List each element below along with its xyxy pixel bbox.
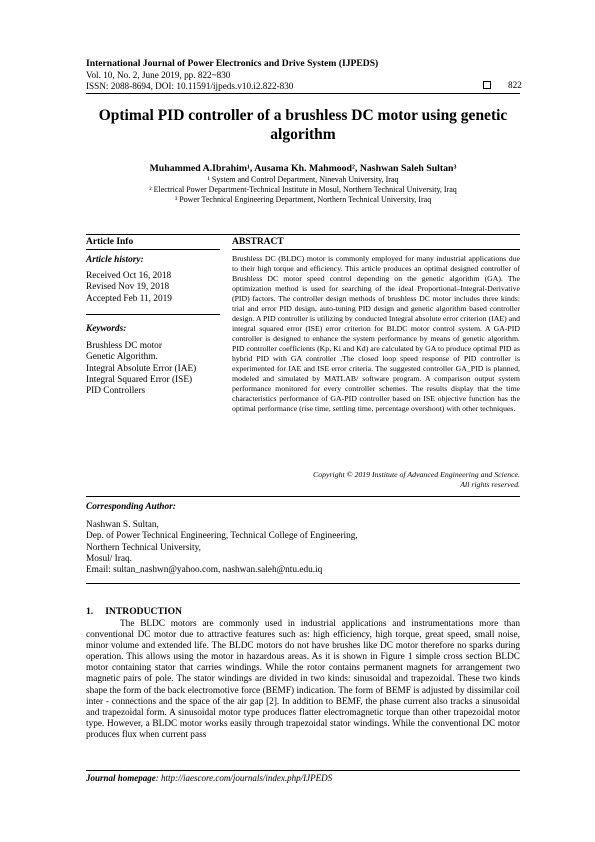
keyword-list [86,341,196,397]
footer-rule [86,770,520,771]
abstract-heading: ABSTRACT [232,237,284,247]
square-icon [483,81,491,89]
abstract-body: Brushless DC (BLDC) motor is commonly employed for many industrial applications due to their high torque and efficiency. This article produces an optimal designed controller of Brushless DC motor speed control depending on the genetic algorithm (GA). The optimization method is used for searching of the ideal Proportional–Integral-Derivative (PID) factors. The controller design methods of brushless DC motor includes three kinds: trial and error PID design, auto-tuning PID design and genetic algorithm based controller design. A PID controller is utilizing by conducted Integral absolute error criterion (IAE) and integral squared error (ISE) error criterion for BLDC motor control system. A GA-PID controller is designed to enhance the system performance by means of genetic algorithm. PID controller coefficients (Kp, Ki and Kd) are calculated by GA to produce optimal PID as hybrid PID with GA controller .The closed loop speed response of PID controller is experimented for IAE and ISE error criteria. The suggested controller GA_PID is planned, modeled and simulated by MATLAB/ software program. A comparison output system performance monitored for every controller schemes. The results display that the time characteristics performance of GA-PID controller based on ISE objective function has the optimal performance (rise time, settling time, percentage overshoot) with other techniques. [232,254,520,413]
header-divider [86,93,520,94]
history-list [86,271,172,305]
issn-line: ISSN: 2088-8694, DOI: 10.11591/ijpeds.v10.i2.822-830 [86,81,294,91]
corresponding-heading: Corresponding Author: [86,502,176,512]
homepage-label: Journal homepage [86,773,156,783]
history-heading: Article history: [86,255,144,265]
keyword-item: Integral Squared Error (ISE) [86,374,193,385]
keyword-item: PID Controllers [86,386,146,397]
keywords-heading: Keywords: [86,324,127,334]
author-email: Email: sultan_nashwn@yahoo.com, nashwan.saleh@ntu.edu.iq [86,565,323,576]
affiliation-1: ¹ System and Control Department, Ninevah University, Iraq [207,175,399,184]
journal-homepage[interactable] [86,773,332,783]
keywords-rule [86,314,220,315]
author-department: Dep. of Power Technical Engineering, Technical College of Engineering, [86,531,358,542]
keyword-item: Genetic Algorithm. [86,352,158,363]
paper-title: Optimal PID controller of a brushless DC motor using genetic algorithm [98,107,508,143]
corresponding-top-rule [86,496,520,497]
article-info-heading: Article Info [86,237,134,247]
keyword-item: Integral Absolute Error (IAE) [86,363,197,374]
section-title: INTRODUCTION [105,606,182,617]
keyword-item: Brushless DC motor [86,341,162,351]
homepage-url[interactable]: : http://iaescore.com/journals/index.php/IJPEDS [155,773,333,783]
copyright-notice [232,470,520,490]
author-list: Muhammed A.Ibrahim¹, Ausama Kh. Mahmood², Nashwan Saleh Sultan³ [149,163,457,174]
corresponding-bottom-rule [86,583,520,584]
page-number: 822 [508,80,522,90]
corresponding-details [86,520,520,576]
introduction-paragraph: The BLDC motors are commonly used in industrial applications and instrumentations more than conventional DC motor due to attractive features such as: high efficiency, high torque, great speed, small noise, minor volume and extended life. The BLDC motors do not have brushes like DC motor therefore no sparks during operation. This allows using the motor in hazardous areas. As it is shown in Figure 1 simple cross section BLDC motor containing stator that carries windings. While the rotor contains permanent magnets for arrangement two magnetic pairs of pole. The stator windings are divided in two kinds: sinusoidal and trapezoidal. These two kinds shape the form of the back electromotive force (BEMF) indication. The form of BEMF is adjusted by dissimilar coil inter - connections and the space of the air gap [2]. In addition to BEMF, the phase current also tracks a sinusoidal and trapezoidal form. A sinusoidal motor type produces flatter electromagnetic torque than other trapezoidal motor type. However, a BLDC motor works easily through trapezoidal stator windings. While the conventional DC motor produces flux when current pass [86,619,520,740]
copyright-line: Copyright © 2019 Institute of Advanced Engineering and Science. [313,470,520,479]
introduction-body [86,619,520,741]
author-university: Northern Technical University, [86,542,202,553]
rights-line: All rights reserved. [460,480,520,489]
affiliation-3: ³ Power Technical Engineering Department, Northern Technical University, Iraq [174,195,432,204]
affiliation-2: ² Electrical Power Department-Technical Institute in Mosul, Northern Technical University, Iraq [149,185,457,194]
author-name: Nashwan S. Sultan, [86,520,159,530]
info-under-rule [86,249,220,250]
volume-line: Vol. 10, No. 2, June 2019, pp. 822~830 [86,70,231,80]
section-number: 1. [86,606,94,617]
info-top-rule [86,234,520,235]
history-accepted: Accepted Feb 11, 2019 [86,293,172,304]
abstract-under-rule [232,249,520,250]
section-heading [86,606,182,617]
history-revised: Revised Nov 19, 2018 [86,282,170,293]
author-location: Mosul/ Iraq. [86,553,132,564]
journal-name: International Journal of Power Electronics and Drive System (IJPEDS) [86,58,379,69]
history-received: Received Oct 16, 2018 [86,271,172,281]
